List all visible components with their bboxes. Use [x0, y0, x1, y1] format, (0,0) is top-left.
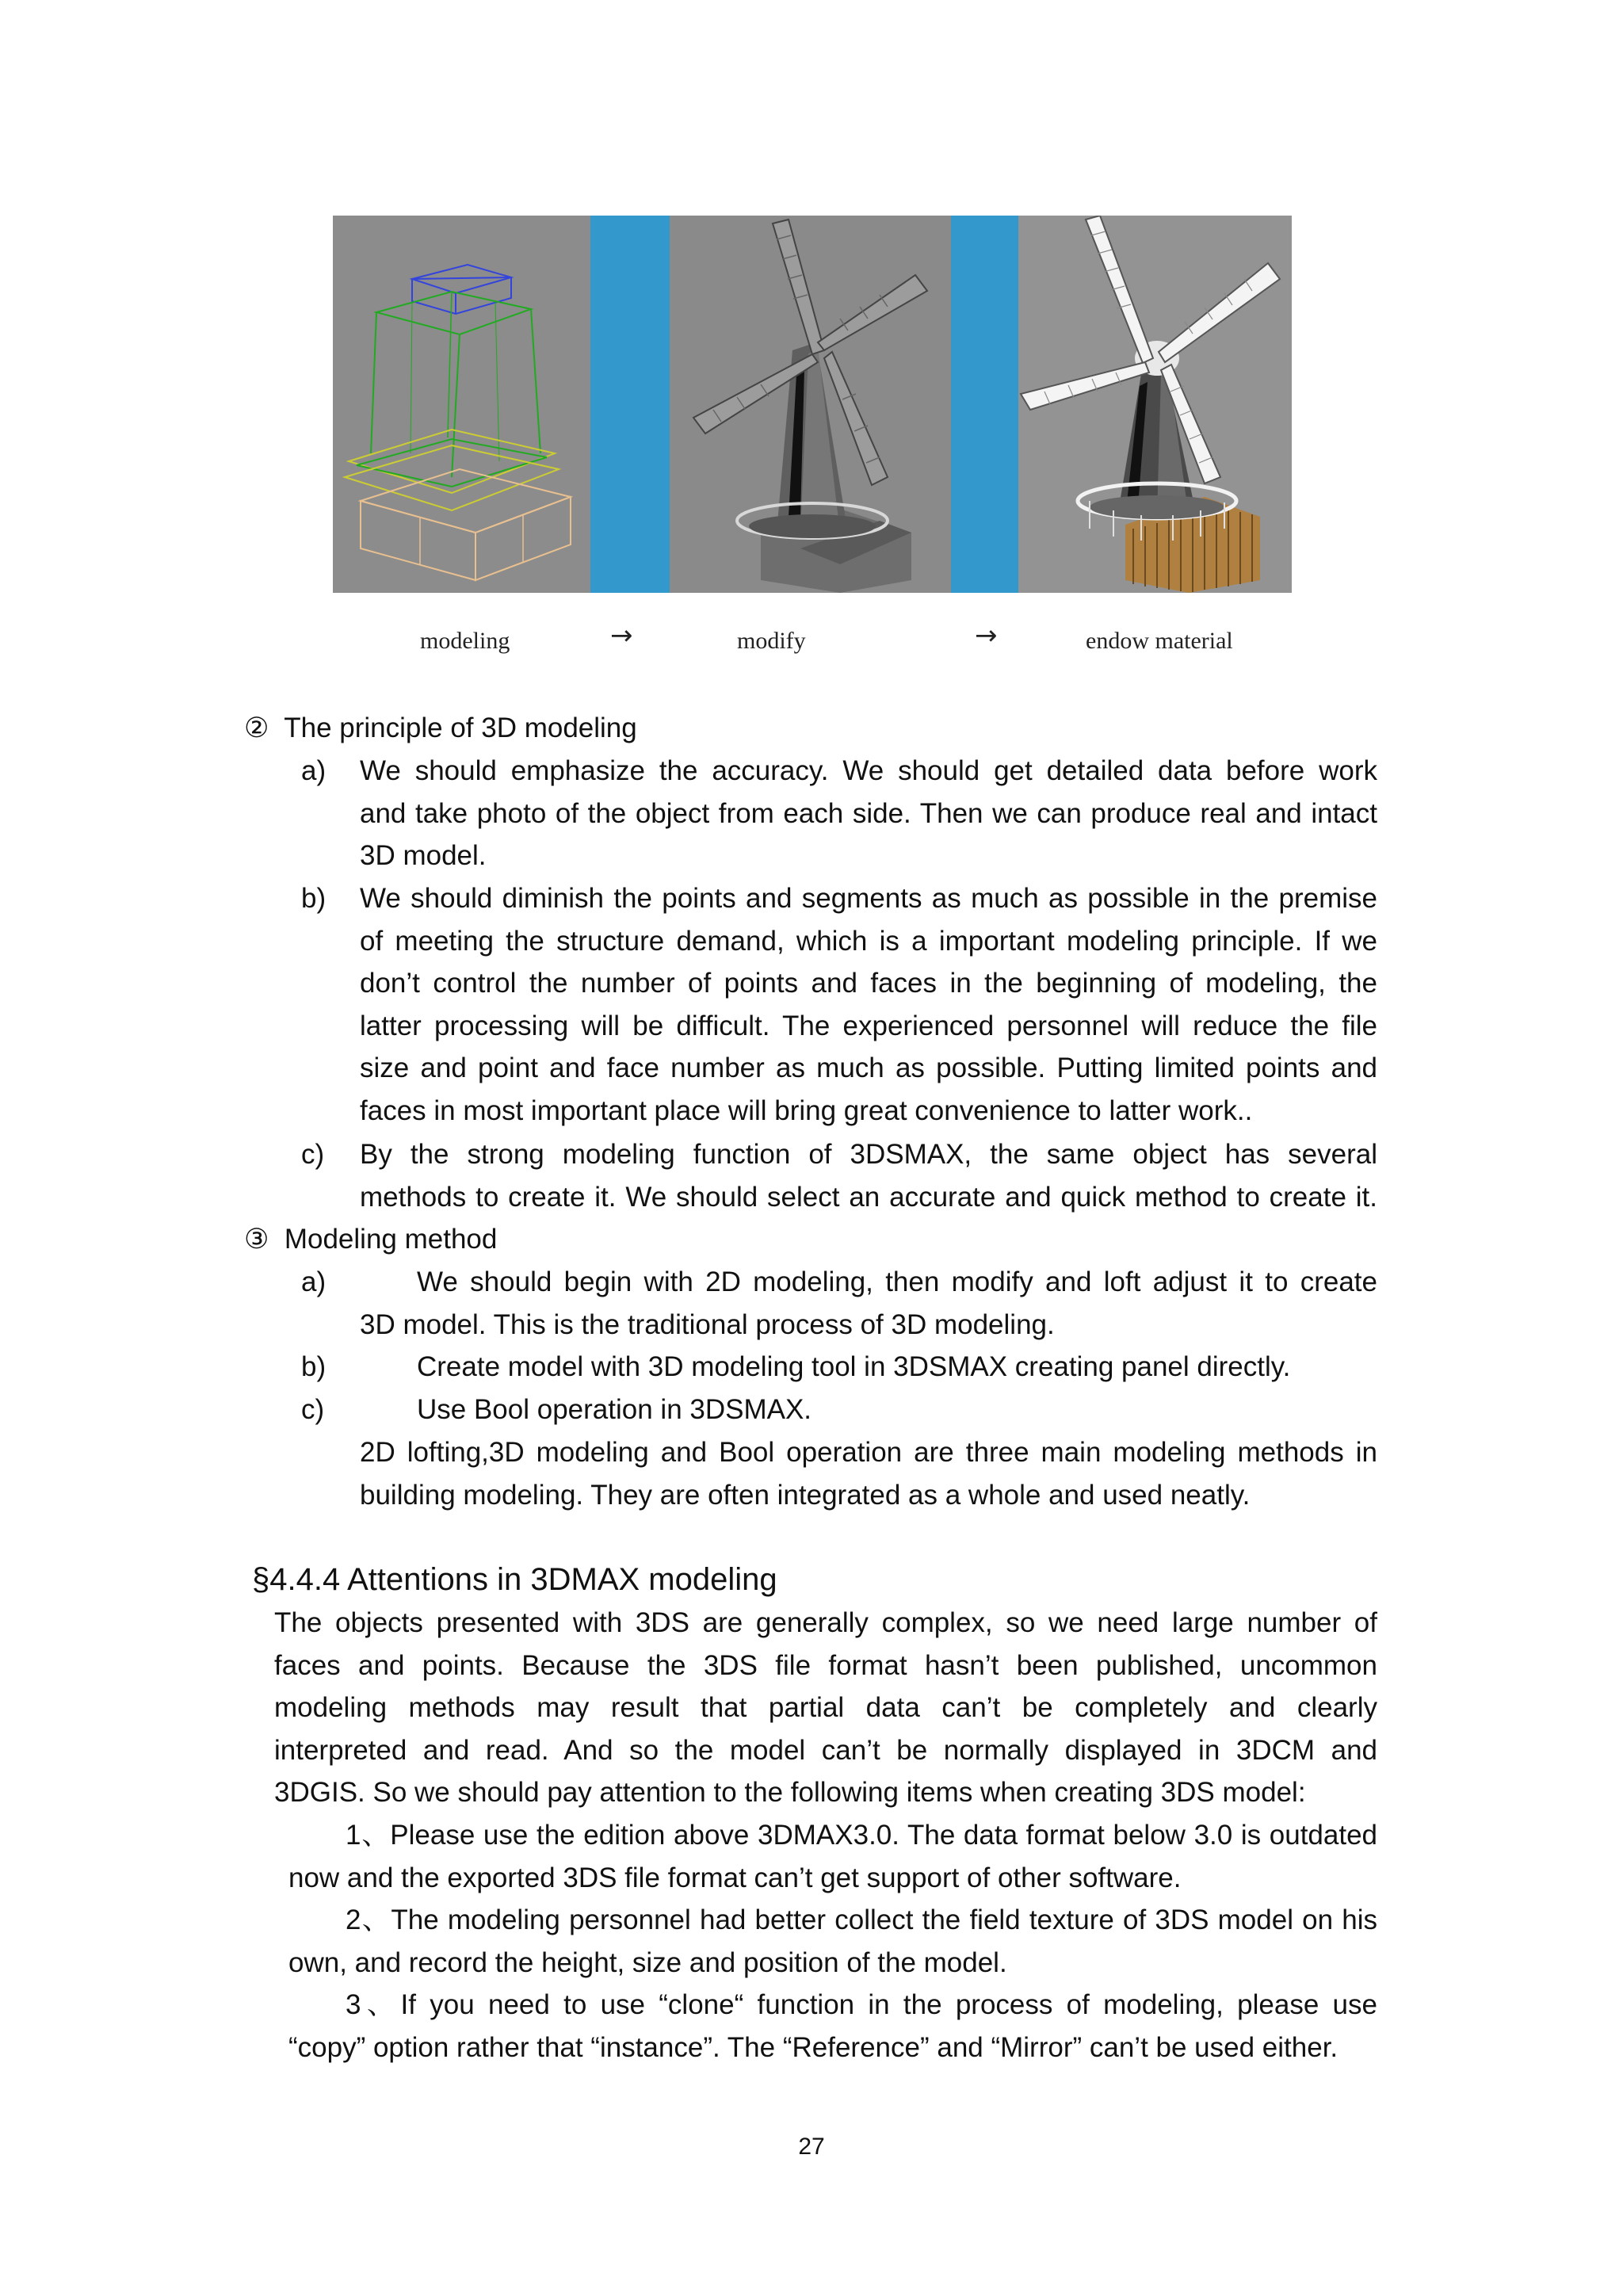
list-item-text [360, 750, 1377, 877]
section-number: ③ [244, 1224, 269, 1255]
caption-modeling: modeling [420, 628, 510, 654]
text-line: We should diminish the points and segments as much as possible in the premise [360, 883, 1377, 914]
section-number: ② [244, 712, 269, 744]
text-line: 3、If you need to use “clone“ function in the process of modeling, please use [346, 1989, 1377, 2020]
numbered-item [288, 1899, 1377, 1984]
page-number: 27 [798, 2134, 825, 2160]
list-label: a) [301, 1266, 327, 1297]
caption-endow-material: endow material [1086, 628, 1233, 654]
text-line: latter processing will be difficult. The experienced personnel will reduce the file [360, 1010, 1377, 1041]
text-line: We should begin with 2D modeling, then modify and loft adjust it to create [417, 1266, 1377, 1297]
text-line: “copy” option rather that “instance”. The “Reference” and “Mirror” can’t be used either. [288, 2031, 1338, 2063]
text-line: now and the exported 3DS file format can’t get support of other software. [288, 1862, 1182, 1893]
text-line: don’t control the number of points and faces in the beginning of modeling, the [360, 968, 1377, 999]
numbered-item [288, 1984, 1377, 2069]
section-title: The principle of 3D modeling [284, 712, 637, 743]
text-line: and take photo of the object from each side. Then we can produce real and intact [360, 797, 1377, 829]
textured-model-panel [1018, 216, 1292, 593]
section-heading [244, 1218, 497, 1261]
section-heading [244, 707, 637, 750]
list-label: c) [301, 1394, 325, 1425]
text-line: We should emphasize the accuracy. We should get detailed data before work [360, 755, 1377, 786]
list-label: c) [301, 1139, 325, 1170]
text-line: faces in most important place will bring great convenience to latter work.. [360, 1095, 1253, 1126]
section-444-heading: §4.4.4 Attentions in 3DMAX modeling [252, 1562, 777, 1597]
list-item-text: Create model with 3D modeling tool in 3DSMAX creating panel directly. [417, 1351, 1291, 1382]
list-label: a) [301, 755, 327, 786]
text-line: own, and record the height, size and position of the model. [288, 1946, 1007, 1978]
wireframe-model-panel [333, 216, 590, 593]
text-line: modeling methods may result that partial data can’t be completely and clearly [274, 1692, 1377, 1724]
windmill-modeling-figure [333, 216, 1292, 593]
arrow-icon: → [975, 620, 998, 651]
text-line: 3DGIS. So we should pay attention to the following items when creating 3DS model: [274, 1777, 1306, 1809]
list-label: b) [301, 883, 327, 914]
section-title: Modeling method [284, 1224, 498, 1255]
list-item-text [360, 877, 1377, 1133]
list-label: b) [301, 1351, 327, 1382]
list-item-text [360, 1261, 1377, 1346]
panel-separator [951, 216, 1018, 593]
text-line: of meeting the structure demand, which is a important modeling principle. If we [360, 925, 1377, 957]
modified-model-panel [670, 216, 951, 593]
numbered-item [288, 1814, 1377, 1899]
list-item-text: Use Bool operation in 3DSMAX. [417, 1394, 812, 1425]
list-item-text [360, 1133, 1377, 1218]
text-line: 1、Please use the edition above 3DMAX3.0. The data format below 3.0 is outdated [346, 1820, 1377, 1851]
summary-paragraph [360, 1431, 1377, 1516]
panel-separator [590, 216, 670, 593]
caption-modify: modify [737, 628, 806, 654]
text-line: The objects presented with 3DS are generally complex, so we need large number of [274, 1607, 1377, 1638]
text-line: 2D lofting,3D modeling and Bool operation are three main modeling methods in [360, 1437, 1377, 1468]
text-line: methods to create it. We should select an accurate and quick method to create it. [360, 1181, 1377, 1213]
text-line: interpreted and read. And so the model can’t be normally displayed in 3DCM and [274, 1734, 1377, 1766]
text-line: building modeling. They are often integrated as a whole and used neatly. [360, 1479, 1251, 1511]
intro-paragraph [274, 1602, 1377, 1814]
arrow-icon: → [610, 620, 633, 651]
text-line: size and point and face number as much as possible. Putting limited points and [360, 1052, 1377, 1084]
text-line: 3D model. [360, 840, 487, 872]
text-line: faces and points. Because the 3DS file format hasn’t been published, uncommon [274, 1649, 1377, 1681]
text-line: 2、The modeling personnel had better collect the field texture of 3DS model on his [346, 1904, 1377, 1935]
text-line: By the strong modeling function of 3DSMAX, the same object has several [360, 1139, 1377, 1170]
text-line: 3D model. This is the traditional process of 3D modeling. [360, 1308, 1055, 1340]
